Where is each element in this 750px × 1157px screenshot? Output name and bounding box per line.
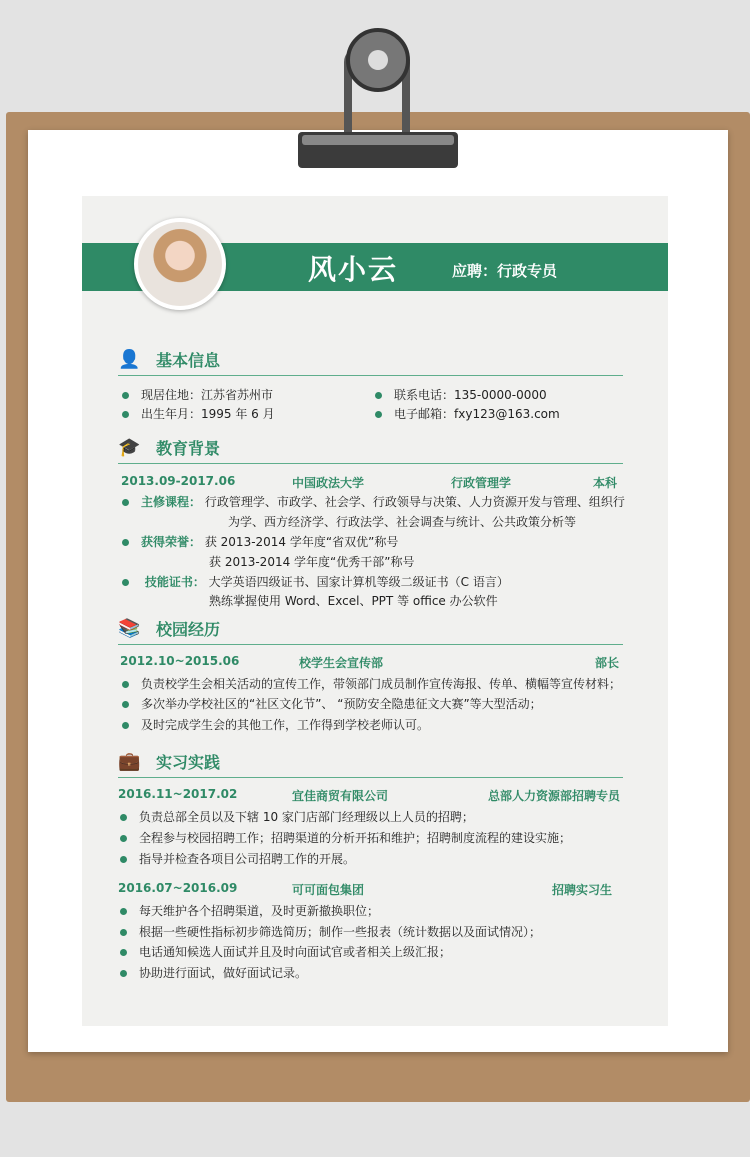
section-title: 校园经历 [156,620,221,639]
education-honors-cont: 获 2013-2014 学年度“优秀干部”称号 [209,555,415,569]
list-item: 指导并检查各项目公司招聘工作的开展。 [120,850,355,867]
section-title: 基本信息 [156,351,221,370]
list-item: 负责校学生会相关活动的宣传工作，带领部门成员制作宣传海报、传单、横幅等宣传材料； [122,675,621,692]
list-item: 每天维护各个招聘渠道，及时更新撤换职位； [120,902,379,919]
list-item: 电话通知候选人面试并且及时向面试官或者相关上级汇报； [120,943,451,960]
section-basic [118,346,623,376]
education-skills: 技能证书： 大学英语四级证书、国家计算机等级二级证书（C 语言） [122,573,509,590]
section-intern [118,748,623,778]
list-item: 协助进行面试，做好面试记录。 [120,964,307,981]
basic-phone: 联系电话：135-0000-0000 [375,386,547,403]
resume: 风小云 应聘：行政专员 👤 基本信息 现居住地：江苏省苏州市 联系电话：135-0000-0000 出生年月：1995 年 6 月 电子邮箱：fxy123@163.com 🎓 教育背景 2013.09-2017.06 中国政法大学 行政管理学 本科 主修课程： 行政管理学、市政学、社会学、行政领导与决策、人力资源开发与管理、组织行 为学、西方经济学、行政法学、社会调查与统计、公共政策分析等 获得荣誉： 获 2013-2014 学年度“省双优”称号 获 2013-2014 学年度“优秀干部”称号 技能证书： 大学英语四级证书、国家计算机等级二级证书（C 语言） 熟练掌握使用 Word、Excel、PPT 等 office 办公软件 📚 校园经历 2012.10~2015.06 校学生会宣传部 部长 负责校学生会相关活动的宣传工作，带领部门成员制作宣传海报、传单、横幅等宣传材料； 多次举办学校社区的“社区文化节”、 “预防安全隐患征文大赛”等大型活动； 及时完成学生会的其他工作，工作得到学校老师认可。 💼 实习实践 2016.11~2017.02 宜佳商贸有限公司 总部人力资源部招聘专员 负责总部全员以及下辖 10 家门店部门经理级以上人员的招聘； 全程参与校园招聘工作；招聘渠道的分析开拓和维护；招聘制度流程的建设实施； 指导并检查各项目公司招聘工作的开展。 2016.07~2016.09 可可面包集团 招聘实习生 每天维护各个招聘渠道，及时更新撤换职位； 根据一些硬性指标初步筛选简历；制作一些报表（统计数据以及面试情况）； 电话通知候选人面试并且及时向面试官或者相关上级汇报； 协助进行面试，做好面试记录。 [82,196,668,1026]
job-title: 应聘：行政专员 [452,262,558,280]
section-title: 实习实践 [156,753,221,772]
basic-address: 现居住地：江苏省苏州市 [122,386,273,403]
profile-photo [134,218,226,310]
section-campus [118,615,623,645]
list-item: 全程参与校园招聘工作；招聘渠道的分析开拓和维护；招聘制度流程的建设实施； [120,829,571,846]
list-item: 多次举办学校社区的“社区文化节”、 “预防安全隐患征文大赛”等大型活动； [122,695,542,712]
education-skills-cont: 熟练掌握使用 Word、Excel、PPT 等 office 办公软件 [209,594,498,608]
books-icon: 📚 [118,618,141,639]
section-education [118,434,623,464]
candidate-name: 风小云 [308,253,399,286]
education-honors: 获得荣誉： 获 2013-2014 学年度“省双优”称号 [122,533,398,550]
briefcase-icon: 💼 [118,751,141,772]
section-title: 教育背景 [156,439,221,458]
binder-clip-icon [298,22,458,172]
list-item: 及时完成学生会的其他工作，工作得到学校老师认可。 [122,716,429,733]
graduation-cap-icon: 🎓 [118,437,141,458]
user-icon: 👤 [118,349,141,370]
list-item: 负责总部全员以及下辖 10 家门店部门经理级以上人员的招聘； [120,808,474,825]
list-item: 根据一些硬性指标初步筛选简历；制作一些报表（统计数据以及面试情况）； [120,923,541,940]
basic-email: 电子邮箱：fxy123@163.com [375,405,560,422]
education-courses-cont: 为学、西方经济学、行政法学、社会调查与统计、公共政策分析等 [228,515,577,529]
basic-birth: 出生年月：1995 年 6 月 [122,405,275,422]
education-courses: 主修课程： 行政管理学、市政学、社会学、行政领导与决策、人力资源开发与管理、组织行 [122,493,625,510]
